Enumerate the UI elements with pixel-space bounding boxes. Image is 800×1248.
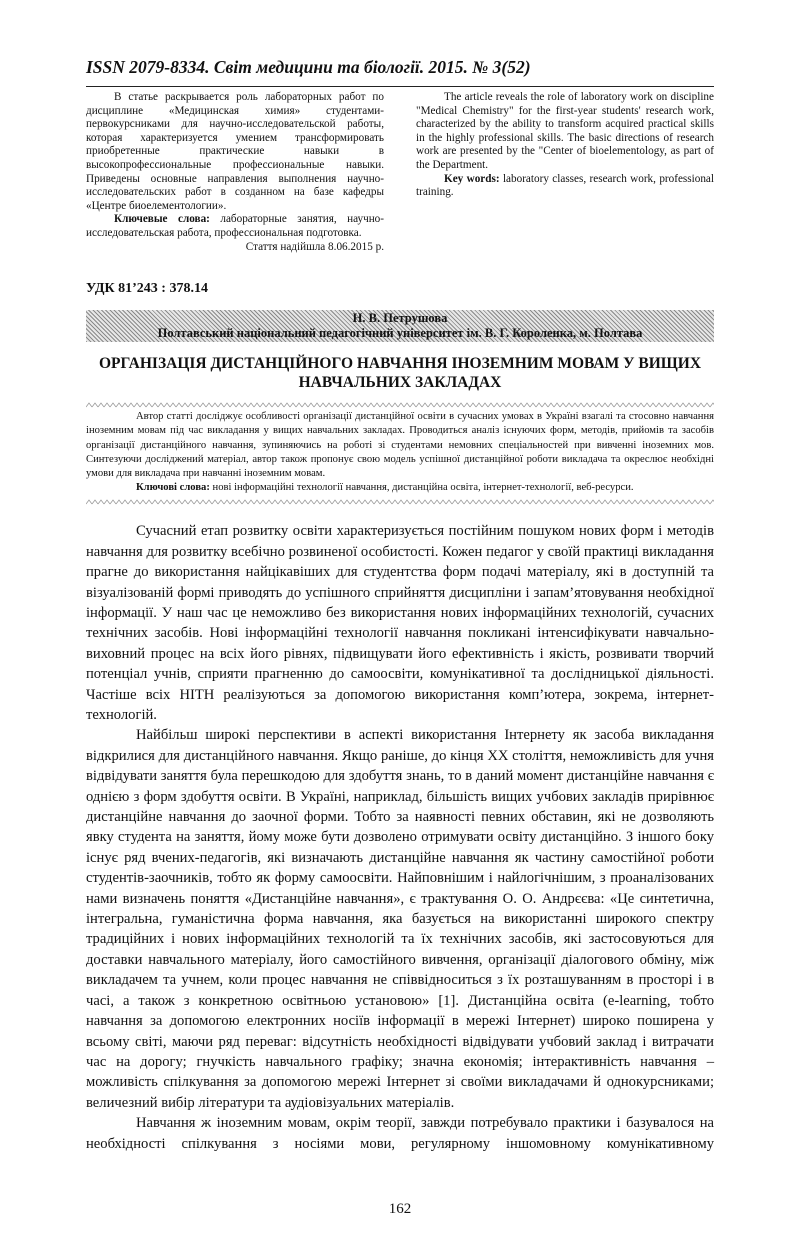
received-date: Стаття надійшла 8.06.2015 р.	[245, 240, 384, 253]
article-title: ОРГАНІЗАЦІЯ ДИСТАНЦІЙНОГО НАВЧАННЯ ІНОЗЕМНИМ МОВАМ У ВИЩИХ НАВЧАЛЬНИХ ЗАКЛАДАХ	[98, 355, 702, 392]
keywords-label: Ключові слова:	[136, 482, 210, 494]
prev-abstract-ru	[86, 91, 384, 254]
wavy-divider-top	[86, 402, 714, 408]
prev-abstract-en	[416, 91, 714, 254]
page	[86, 0, 714, 1248]
keywords-en-text: laboratory classes, research work, professional training.	[416, 172, 714, 199]
article-keywords	[86, 481, 714, 495]
body-paragraph: Найбільш широкі перспективи в аспекті використання Інтернету як засоба викладання відкрилися для дистанційного навчання. Якщо раніше, до кінця XX століття, неможливість для учня відвідувати заняття була перешкодою для здобуття знань, то в даний момент дистанційне навчання є однією з форм здобуття освіти. В Україні, наприклад, більшість вищих учбових закладів прирівнює дистанційне навчання до заочної форми. Тобто за наявності певних обставин, які не дозволяють явку студента на заняття, йому може бути дозволено отримувати освіту дистанційно. З іншого боку існує ряд вчених-педагогів, які визначають дистанційне навчання як частину самостійної роботи студентів-заочників, тобто як форму самоосвіти. Найповнішим і найлогічнішим, з проаналізованих нами визначень поняття «Дистанційне навчання», є трактування О. О. Андрєєва: «Це синтетична, інтегральна, гуманістична форма навчання, яка базується на використанні широкого спектру традиційних і нових інформаційних технологій та їх технічних засобів, які застосовуються для доставки навчального матеріалу, його самостійного вивчення, організації діалогового обміну, між викладачем та учнем, коли процес навчання не співвідноситься з їх розташуванням в просторі і в часі, а також з конкретною освітньою установою» [1]. Дистанційна освіта (e-learning, тобто навчання за допомогою електронних носіїв інформації в мережі Інтернет) широко поширена у всьому світі, маючи ряд переваг: відсутність необхідності відвідувати учбовий заклад і витрачати час на дорогу; гнучкість навчального графіку; значна економія; інтерактивність навчання – можливість спілкування за допомогою мережі Інтернет зі своїми викладачами й однокурсниками; величезний вибір літератури та аудіовізуальних матеріалів.	[86, 727, 714, 1111]
body-paragraph: Сучасний етап розвитку освіти характеризується постійним пошуком нових форм і методів навчання для розвитку всебічно розвиненої особистості. Кожен педагог у своїй практиці викладання прагне до використання найцікавіших для студентства форм подачі матеріалу, які в доступній та візуалізованій формі приводять до успішного сприйняття дисципліни і запам’ятовування необхідної інформації. У наш час це неможливо без використання нових інформаційних технологій, сучасних технічних засобів. Нові інформаційні технології навчання покликані інтенсифікувати навчально-виховний процес на всіх його рівнях, підвищувати його ефективність і якість, розвивати творчий потенціал учнів, сприяти прагненню до самоосвіти, комунікативної та дослідницької діяльності. Частіше всіх НІТН реалізуються за допомогою використання комп’ютера, зокрема, інтернет-технологій.	[86, 523, 714, 723]
author-banner	[86, 310, 714, 342]
article-abstract	[86, 410, 714, 495]
udk-code: УДК 81’243 : 378.14	[86, 281, 208, 297]
running-header: ISSN 2079-8334. Світ медицини та біології. 2015. № 3(52)	[86, 57, 531, 77]
body-paragraph: Навчання ж іноземним мовам, окрім теорії, завжди потребувало практики і базувалося на необхідності спілкування з носіями мови, регулярному іншомовному комунікативному	[86, 1115, 714, 1152]
header-rule	[86, 86, 714, 87]
wavy-divider-bottom	[86, 499, 714, 505]
page-number: 162	[388, 1200, 412, 1217]
keywords-ru	[86, 213, 384, 240]
abstract-text: Автор статті досліджує особливості організації дистанційної освіти в сучасних умовах в Україні взагалі та стосовно навчання іноземним мовам під час викладання у вищих навчальних закладах. Проводиться аналіз існуючих форм, методів, прийомів та засобів організації дистанційного навчання, зупиняючись на роботі зі студентами немовних спеціальностей при вивченні іноземних мов. Синтезуючи досліджений матеріал, автор також пропонує свою модель успішної дистанційної роботи викладача та окреслює необхідні умови для викладача при навчанні іноземним мовам.	[86, 411, 714, 479]
author-name: Н. В. Петрушова	[352, 311, 448, 326]
author-affiliation: Полтавський національний педагогічний університет ім. В. Г. Короленка, м. Полтава	[157, 326, 643, 341]
keywords-en	[416, 173, 714, 200]
keywords-en-label: Key words:	[444, 172, 500, 185]
keywords-ru-text: лабораторные занятия, научно-исследовательская работа, профессиональная подготовка.	[86, 213, 385, 239]
prev-article-columns	[86, 91, 714, 254]
abstract-ru-text: В статье раскрывается роль лабораторных работ по дисциплине «Медицинская химия» студентами-первокурсниками для научно-исследовательской работы, которая характеризуется умением трансформировать приобретенные практические навыки в высокопрофессиональные профессиональные навыки. Приведены основные направления выполнения научно-исследовательских работ в созданном на базе кафедры «Центре биоелементологии».	[86, 91, 384, 212]
keywords-text: нові інформаційні технології навчання, дистанційна освіта, інтернет-технології, веб-ресурси.	[209, 482, 634, 494]
abstract-en-text: The article reveals the role of laboratory work on discipline "Medical Chemistry" for the first-year students' research work, characterized by the ability to transform acquired practical skills in the highly professional skills. The basic directions of research work are presented by the "Center of bioelementology, as part of the Department.	[416, 91, 714, 171]
article-body	[86, 521, 714, 1154]
keywords-ru-label: Ключевые слова:	[114, 213, 210, 226]
